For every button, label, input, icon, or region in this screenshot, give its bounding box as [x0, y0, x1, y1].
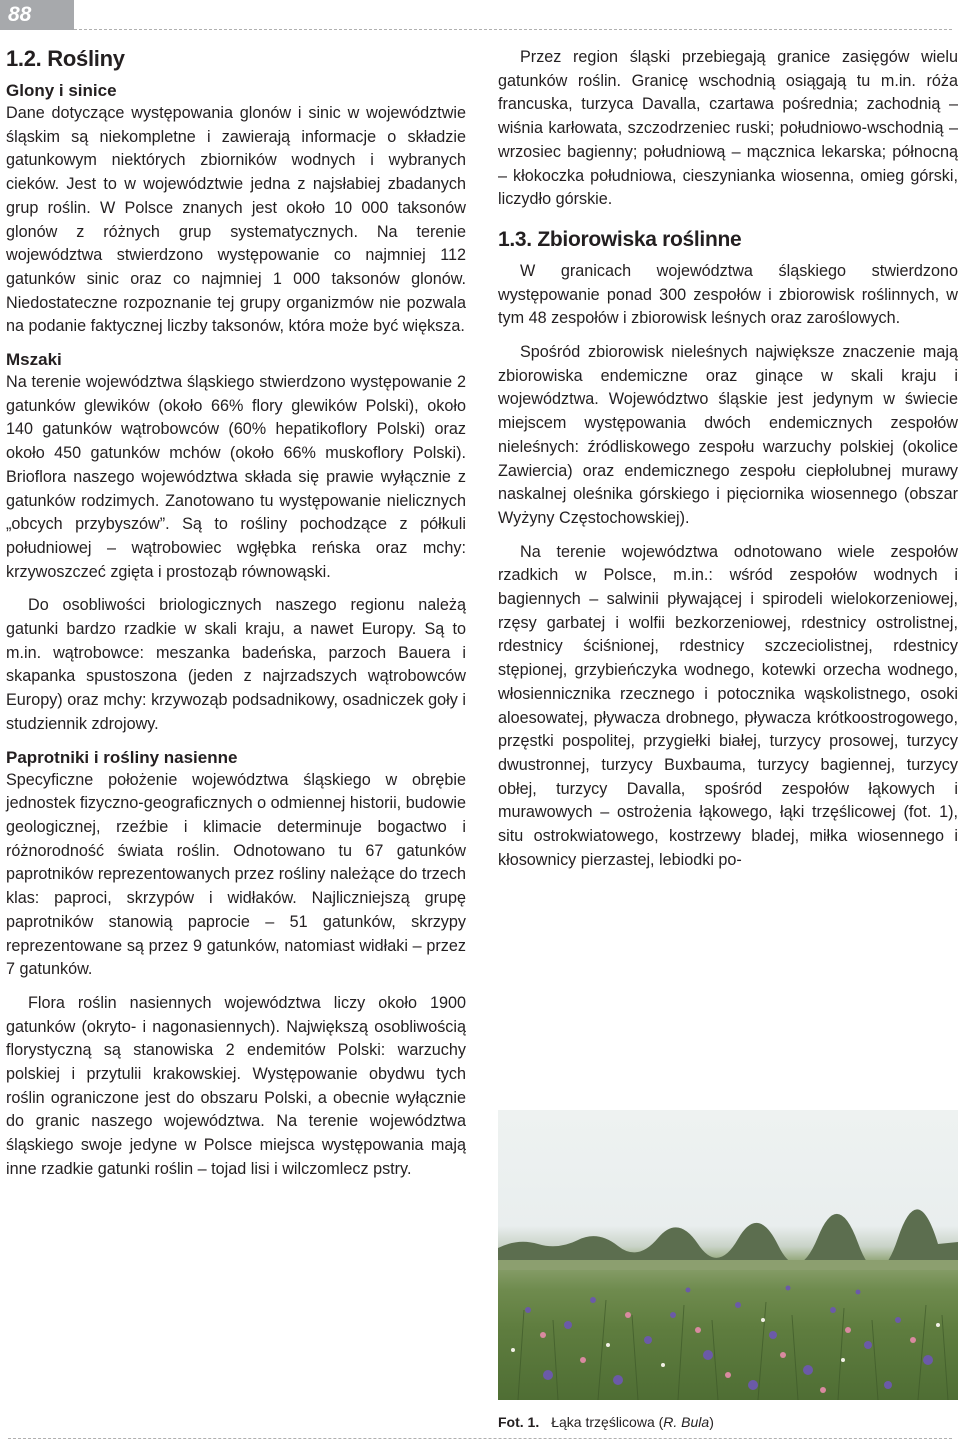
bottom-rule — [8, 1438, 952, 1439]
paragraph-zbiorowiska-3: Na terenie województwa odnotowano wiele zespołów rzadkich w Polsce, m.in.: wśród zespołów wodnych i bagiennych – salwinii pływającej i spirodeli wielokorzeniowej, rzęsy garbatej i wolfii bezkorzeniowej, rdestnicy ostrolistnej, rdestnicy ściśnionej, rdestnicy szczeciolistnej, rdestnicy stępionej, grzybieńczyka wodnego, kotewki orzecha wodnego, włosiennicznika rzecznego i potocznika wąskolistnego, osoki aloesowatej, pływacza drobnego, pływacza krótkoostrogowego, przęstki pospolitej, przygiełki białej, turzycy prosowej, turzycy dwustronnej, turzycy Buxbauma, turzycy bagiennej, turzycy obłej, turzycy Davalla, spośród zespołów łąkowych i murawowych – ostrożenia łąkowego, łąki trzęślicowej (fot. 1), situ ostrokwiatowego, kostrzewy bladej, miłka wiosennego i kłosownicy pierzastej, lebiodki po- — [498, 542, 958, 869]
paragraph-zbiorowiska-2: Spośród zbiorowisk nieleśnych największe znaczenie mają zbiorowiska endemiczne oraz ginące w skali kraju i województwa. Województwo śląskie jest jedynym w świecie miejscem występowania dwóch endemicznych zespołów nieleśnych: źródliskowego zespołu warzuchy polskiej (okolice Zawiercia) oraz endemicznego zespołu ciepłolubnej murawy naskalnej oleśnika górskiego i pięciornika wiosennego (obszar Wyżyny Częstochowskiej). — [498, 343, 958, 527]
caption-close: ) — [709, 1414, 714, 1430]
photo-caption — [498, 1413, 958, 1431]
meadow-photo-icon — [498, 1110, 958, 1400]
paragraph-granice: Przez region śląski przebiegają granice zasięgów wielu gatunków roślin. Granicę wschodnią osiągają tu m.in. róża francuska, turzyca Davalla, czartawa pośrednia; zachodnią – wiśnia karłowata, szczodrzeniec ruski; południowo-wschodnią – wrzosiec bagienny; południową – mącznica lekarska; północną – kłokoczka południowa, cieszynianka wiosenna, omieg górski, liczydło górskie. — [498, 48, 958, 209]
left-column — [6, 44, 466, 1192]
paragraph-zbiorowiska-1: W granicach województwa śląskiego stwierdzono występowanie ponad 300 zespołów i zbiorowisk roślinnych, w tym 48 zespołów i zbiorowisk leśnych oraz zaroślowych. — [498, 261, 958, 328]
section-title-zbiorowiska: 1.3. Zbiorowiska roślinne — [498, 227, 742, 251]
subsection-title-mszaki: Mszaki — [6, 350, 62, 370]
paragraph-glony: Dane dotyczące występowania glonów i sinic w województwie śląskim są niekompletne i zawierają informacje o składzie gatunkowym niektórych zbiorników wodnych i wybranych cieków. Jest to w województwie jedna z najsłabiej zbadanych grup roślin. W Polsce znanych jest około 10 000 taksonów glonów z różnych grup systematycznych. Na terenie województwa stwierdzono występowanie co najmniej 112 gatunków sinic oraz co najmniej 1 000 taksonów glonów. Niedostateczne rozpoznanie tej grupy organizmów nie pozwala na podanie faktycznej liczby taksonów, która może być większa. — [6, 104, 466, 336]
caption-label: Fot. 1. — [498, 1414, 540, 1430]
page-number: 88 — [0, 0, 74, 30]
caption-author: R. Bula — [663, 1414, 710, 1430]
paragraph-mszaki-1: Na terenie województwa śląskiego stwierdzono występowanie 2 gatunków glewików (około 66% flory glewików Polski), około 140 gatunków wątrobowców (60% hepatikoflory Polski) oraz około 450 gatunków mchów (około 66% muskoflory Polski). Brioflora naszego województwa składa się prawie wyłącznie z gatunków rodzimych. Zanotowano tu występowanie nielicznych „obcych przybyszów”. Są to rośliny pochodzące z półkuli południowej – wątrobowiec wgłębka reńska oraz mchy: krzywoszczeć zgięta i prostoząb równowąski. — [6, 373, 466, 581]
right-column — [498, 46, 958, 883]
meadow-photo — [498, 1110, 958, 1400]
paragraph-mszaki-2: Do osobliwości briologicznych naszego regionu należą gatunki bardzo rzadkie w skali kraju, a nawet Europy. Są to m.in. wątrobowce: meszanka badeńska, parzoch Bauera i skapanka spustoszona (jeden z najrzadszych wątrobowców Europy) oraz mchy: krzywoząb podsadnikowy, osadniczek goły i studziennik zdrojowy. — [6, 596, 466, 733]
top-rule — [74, 29, 952, 30]
subsection-title-paprotniki: Paprotniki i rośliny nasienne — [6, 747, 238, 767]
paragraph-paprotniki-2: Flora roślin nasiennych województwa liczy około 1900 gatunków (okryto- i nagonasiennych). Największą osobliwością florystyczną są stanowiska 2 endemitów Polski: warzuchy polskiej i przytulii krakowskiej. Występowanie obydwu tych roślin ograniczone jest do obszaru Polski, a obecnie wyłącznie do granic naszego województwa. Na terenie województwa śląskiego swoje jedyne w Polsce miejsca występowania mają inne rzadkie gatunki roślin – tojad lisi i wilczomlecz pstry. — [6, 993, 466, 1178]
caption-text: Łąka trzęślicowa ( — [551, 1414, 664, 1430]
paragraph-paprotniki-1: Specyficzne położenie województwa śląskiego w obrębie jednostek fizyczno-geograficznych o odmiennej historii, budowie geologicznej, rzeźbie i klimacie determinuje bogactwo i różnorodność świata roślin. Odnotowano tu 67 gatunków paprotników reprezentowanych przez rośliny należące do trzech klas: paproci, skrzypów i widłaków. Najliczniejszą grupę paprotników stanowią paprocie – 51 gatunków, skrzypy reprezentowane są przez 9 gatunków, natomiast widłaki – przez 7 gatunków. — [6, 770, 466, 979]
subsection-title-glony: Glony i sinice — [6, 81, 117, 100]
section-title-rosliny: 1.2. Rośliny — [6, 46, 125, 71]
